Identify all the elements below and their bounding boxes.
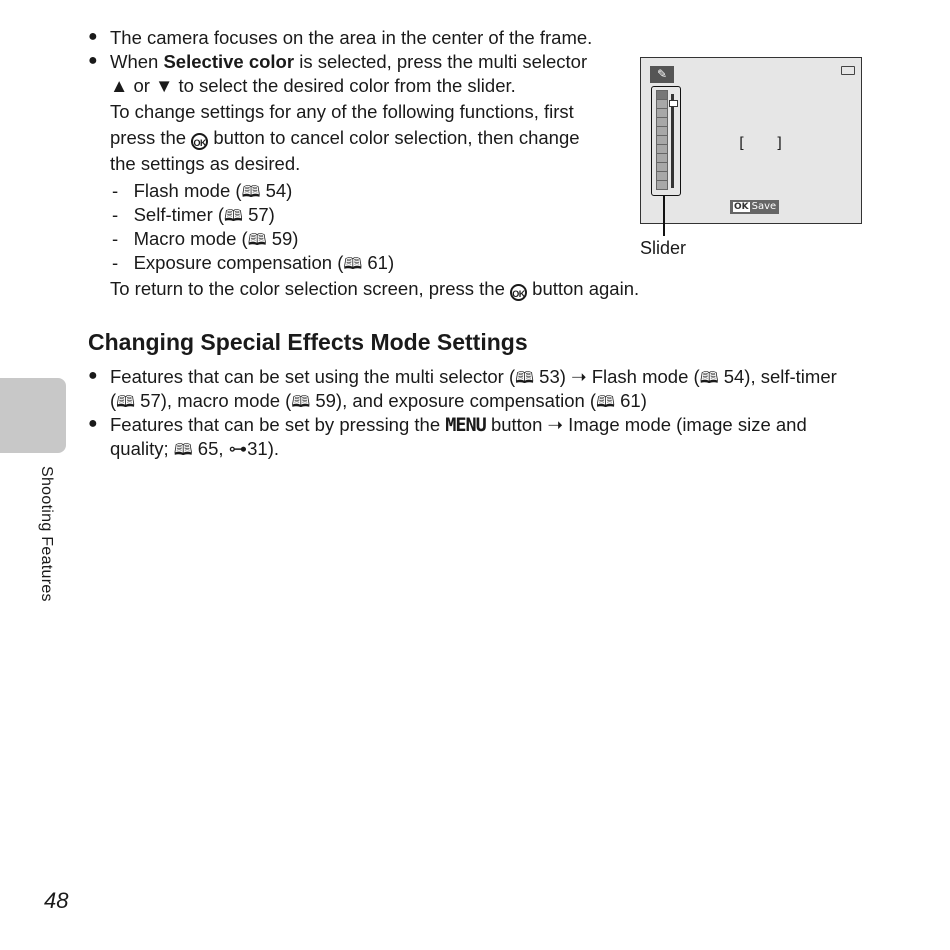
- slider-cell: [657, 127, 667, 135]
- text-segment: Image mode (image size and: [563, 414, 807, 435]
- book-icon: 🕮: [699, 368, 719, 387]
- eyedropper-icon: ✎: [650, 66, 674, 83]
- text-segment: (: [110, 390, 117, 411]
- camera-screen-illustration: [640, 57, 862, 224]
- sub-label: Macro mode (: [133, 228, 248, 249]
- text-segment: is selected, press the multi selector: [294, 51, 588, 72]
- sub-item-flash: [112, 179, 292, 204]
- reference-section-icon: ⊶: [228, 438, 248, 459]
- bullet-focus-center: The camera focuses on the area in the center of the frame.: [110, 27, 593, 48]
- selector-instruction: ▲ or ▼ to select the desired color from the slider.: [110, 75, 516, 96]
- text-segment: press the: [110, 127, 192, 148]
- sub-item-exposure: [112, 251, 394, 276]
- dash: -: [112, 204, 134, 225]
- focus-area-brackets: [ ]: [737, 134, 795, 152]
- slider-cell: [657, 100, 667, 108]
- return-instruction: [110, 277, 639, 301]
- slider-cell: [657, 181, 667, 189]
- text-segment: Features that can be set by pressing the: [110, 414, 446, 435]
- arrow-icon: ➝: [547, 414, 564, 435]
- color-slider: [656, 90, 668, 190]
- ok-button-icon: OK: [191, 133, 208, 150]
- text-segment: 65,: [192, 438, 229, 459]
- bullet-dot: ●: [88, 367, 98, 384]
- slider-cell: [657, 172, 667, 180]
- slider-callout-label: Slider: [640, 238, 687, 258]
- bullet-selective-color: [110, 50, 587, 74]
- sub-label: Self-timer (: [133, 204, 225, 225]
- text-segment: 53): [534, 366, 572, 387]
- book-icon: 🕮: [596, 392, 615, 411]
- slider-cell: [657, 163, 667, 171]
- slider-knob: [669, 100, 678, 107]
- book-icon: 🕮: [247, 230, 267, 249]
- change-settings-line2: [110, 126, 580, 150]
- slider-cell: [657, 91, 667, 99]
- slider-track: [671, 94, 674, 188]
- battery-icon: [841, 66, 855, 75]
- selective-color-bold: Selective color: [163, 51, 295, 72]
- dash: -: [112, 252, 134, 273]
- chapter-tab: [0, 378, 66, 453]
- dash: -: [112, 180, 134, 201]
- book-icon: 🕮: [515, 368, 535, 387]
- dash: -: [112, 228, 134, 249]
- page-ref: 57): [248, 204, 275, 225]
- save-label: Save: [751, 201, 777, 212]
- bullet-dot: ●: [88, 415, 98, 432]
- change-settings-line3: the settings as desired.: [110, 153, 301, 174]
- book-icon: 🕮: [173, 440, 193, 459]
- text-segment: To return to the color selection screen, press the: [110, 278, 511, 299]
- text-segment: button: [485, 414, 548, 435]
- slider-cell: [657, 136, 667, 144]
- text-segment: Features that can be set using the multi selector (: [110, 366, 516, 387]
- menu-button-icon: MENU: [445, 415, 486, 436]
- text-segment: quality;: [110, 438, 174, 459]
- book-icon: 🕮: [241, 182, 261, 201]
- text-segment: 54), self-timer: [718, 366, 837, 387]
- sub-item-macro: [112, 227, 298, 252]
- sub-label: Exposure compensation (: [133, 252, 344, 273]
- book-icon: 🕮: [116, 392, 136, 411]
- text-segment: 61): [614, 390, 647, 411]
- page-number: 48: [44, 888, 69, 913]
- slider-cell: [657, 154, 667, 162]
- slider-cell: [657, 109, 667, 117]
- change-settings-line1: To change settings for any of the following functions, first: [110, 101, 574, 122]
- menu-features-line1: [110, 413, 807, 438]
- multi-selector-features-line1: [110, 365, 837, 390]
- bullet-dot: ●: [88, 52, 98, 69]
- chapter-tab-label: Shooting Features: [38, 466, 55, 602]
- ok-save-indicator: [730, 200, 779, 214]
- book-icon: 🕮: [343, 254, 363, 273]
- text-segment: 31).: [247, 438, 280, 459]
- book-icon: 🕮: [291, 392, 311, 411]
- text-segment: 57), macro mode (: [135, 390, 292, 411]
- arrow-icon: ➝: [571, 366, 587, 387]
- multi-selector-features-line2: [110, 389, 647, 414]
- text-segment: button to cancel color selection, then change: [208, 127, 580, 148]
- sub-item-self-timer: [112, 203, 275, 228]
- slider-callout-line: [663, 196, 665, 236]
- text-segment: button again.: [527, 278, 640, 299]
- book-icon: 🕮: [224, 206, 243, 225]
- bullet-dot: ●: [88, 28, 98, 45]
- page-ref: 59): [271, 228, 299, 249]
- ok-button-icon: OK: [510, 284, 527, 301]
- menu-features-line2: [110, 437, 279, 462]
- ok-icon: OK: [734, 202, 749, 212]
- page-ref: 54): [265, 180, 293, 201]
- slider-cell: [657, 145, 667, 153]
- page-ref: 61): [367, 252, 395, 273]
- section-heading: Changing Special Effects Mode Settings: [88, 329, 528, 355]
- sub-label: Flash mode (: [133, 180, 242, 201]
- text-segment: When: [110, 51, 164, 72]
- text-segment: 59), and exposure compensation (: [310, 390, 597, 411]
- slider-cell: [657, 118, 667, 126]
- text-segment: Flash mode (: [586, 366, 700, 387]
